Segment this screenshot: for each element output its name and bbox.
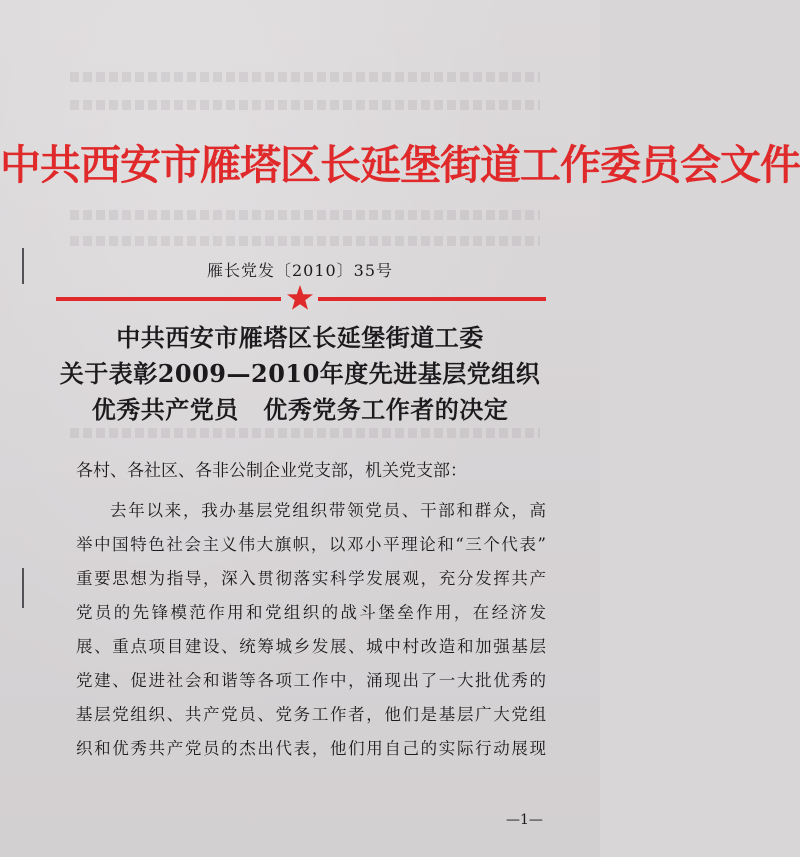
body-line: 举中国特色社会主义伟大旗帜，以邓小平理论和“三个代表” <box>76 535 546 554</box>
document-title-line-2: 关于表彰2009—2010年度先进基层党组织 <box>59 359 541 388</box>
body-line: 织和优秀共产党员的杰出代表，他们用自己的实际行动展现 <box>76 739 546 758</box>
body-line: 基层党组织、共产党员、党务工作者，他们是基层广大党组 <box>76 705 546 724</box>
body-line: 党建、促进社会和谐等各项工作中，涌现出了一大批优秀的 <box>76 671 546 690</box>
document-number: 雁长党发〔2010〕35号 <box>206 261 394 280</box>
red-star-icon <box>286 284 314 312</box>
red-divider-left <box>56 297 281 301</box>
bleed-through-texture <box>70 428 540 438</box>
bleed-through-texture <box>70 72 540 82</box>
page-number: —1— <box>506 812 543 828</box>
margin-binding-mark <box>22 568 24 608</box>
bleed-through-texture <box>70 100 540 110</box>
body-line: 展、重点项目建设、统筹城乡发展、城中村改造和加强基层 <box>76 637 546 656</box>
document-header-title: 中共西安市雁塔区长延堡街道工作委员会文件 <box>0 141 800 189</box>
document-title-line-3: 优秀共产党员 优秀党务工作者的决定 <box>91 395 509 424</box>
body-text <box>76 494 546 766</box>
body-line: 重要思想为指导，深入贯彻落实科学发展观，充分发挥共产 <box>76 569 546 588</box>
bleed-through-texture <box>70 210 540 220</box>
addressee-line: 各村、各社区、各非公制企业党支部，机关党支部： <box>76 461 467 481</box>
body-line: 去年以来，我办基层党组织带领党员、干部和群众，高 <box>110 501 546 520</box>
red-divider-right <box>318 297 546 301</box>
body-line: 党员的先锋模范作用和党组织的战斗堡垒作用，在经济发 <box>76 603 546 622</box>
document-title-line-1: 中共西安市雁塔区长延堡街道工委 <box>116 323 484 352</box>
bleed-through-texture <box>70 236 540 246</box>
